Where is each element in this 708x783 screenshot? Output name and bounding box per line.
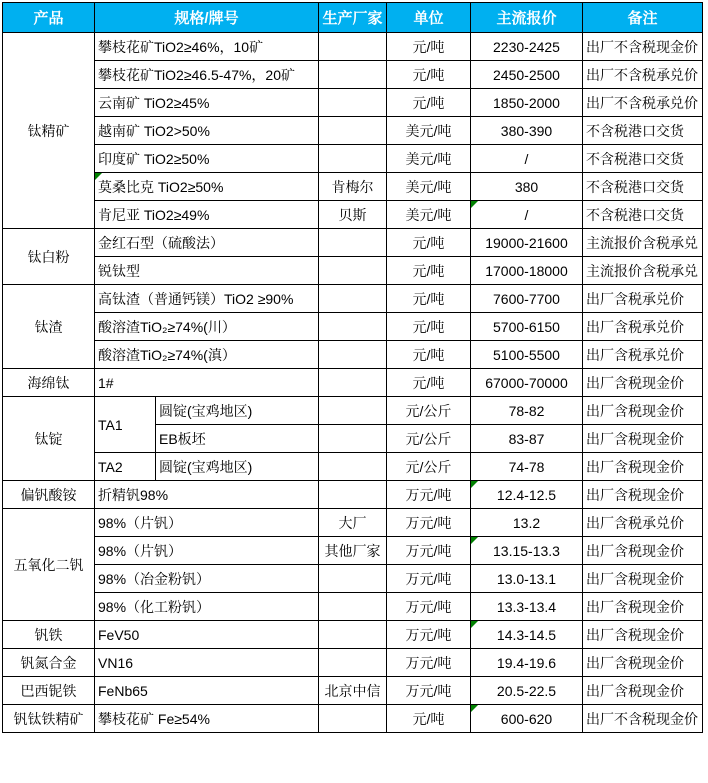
cell-maker[interactable]: 大厂 (319, 509, 387, 537)
cell-price[interactable]: 5700-6150 (471, 313, 583, 341)
cell-spec[interactable]: 98%（化工粉钒） (95, 593, 319, 621)
cell-note[interactable]: 出厂含税承兑价 (583, 313, 703, 341)
cell-spec[interactable]: 98%（冶金粉钒） (95, 565, 319, 593)
table-row (3, 257, 703, 285)
cell-note[interactable]: 出厂不含税现金价 (583, 705, 703, 733)
cell-product[interactable]: 钛精矿 (3, 33, 95, 229)
cell-unit[interactable]: 元/吨 (387, 705, 471, 733)
cell-unit[interactable]: 元/吨 (387, 369, 471, 397)
cell-price[interactable]: 20.5-22.5 (471, 677, 583, 705)
cell-maker[interactable] (319, 705, 387, 733)
cell-price[interactable]: 5100-5500 (471, 341, 583, 369)
cell-maker[interactable]: 北京中信 (319, 677, 387, 705)
table-row (3, 677, 703, 705)
cell-product[interactable]: 钒氮合金 (3, 649, 95, 677)
cell-unit[interactable]: 万元/吨 (387, 537, 471, 565)
cell-price[interactable]: 2450-2500 (471, 61, 583, 89)
cell-spec[interactable]: FeV50 (95, 621, 319, 649)
cell-unit[interactable]: 万元/吨 (387, 649, 471, 677)
cell-unit[interactable]: 元/公斤 (387, 453, 471, 481)
table-row (3, 621, 703, 649)
cell-note[interactable]: 出厂含税现金价 (583, 593, 703, 621)
cell-unit[interactable]: 元/吨 (387, 341, 471, 369)
cell-unit[interactable]: 元/吨 (387, 313, 471, 341)
cell-maker[interactable] (319, 481, 387, 509)
cell-note[interactable]: 出厂不含税承兑价 (583, 89, 703, 117)
cell-unit[interactable]: 万元/吨 (387, 509, 471, 537)
cell-spec[interactable]: 98%（片钒） (95, 509, 319, 537)
table-row (3, 285, 703, 313)
cell-price[interactable]: / (471, 145, 583, 173)
cell-note[interactable]: 出厂含税现金价 (583, 677, 703, 705)
cell-price[interactable]: 380-390 (471, 117, 583, 145)
table-row (3, 33, 703, 61)
cell-maker[interactable] (319, 33, 387, 61)
header-note[interactable]: 备注 (583, 3, 703, 33)
price-table (2, 2, 703, 733)
cell-maker[interactable] (319, 593, 387, 621)
cell-note[interactable]: 出厂含税现金价 (583, 537, 703, 565)
cell-note[interactable]: 出厂含税承兑价 (583, 285, 703, 313)
table-row (3, 369, 703, 397)
cell-maker[interactable] (319, 285, 387, 313)
cell-specb[interactable]: 圆锭(宝鸡地区) (156, 453, 319, 481)
cell-price[interactable]: 13.0-13.1 (471, 565, 583, 593)
cell-note[interactable]: 主流报价含税承兑 (583, 229, 703, 257)
cell-price-flagged[interactable]: / (471, 201, 583, 229)
cell-price[interactable]: 17000-18000 (471, 257, 583, 285)
cell-specb[interactable]: 圆锭(宝鸡地区) (156, 397, 319, 425)
cell-note[interactable]: 出厂不含税现金价 (583, 33, 703, 61)
cell-maker[interactable]: 贝斯 (319, 201, 387, 229)
cell-spec[interactable]: 高钛渣（普通钙镁）TiO2 ≥90% (95, 285, 319, 313)
cell-note[interactable]: 不含税港口交货 (583, 173, 703, 201)
table-row (3, 537, 703, 565)
cell-note[interactable]: 出厂含税现金价 (583, 621, 703, 649)
table-row (3, 201, 703, 229)
cell-product[interactable]: 五氧化二钒 (3, 509, 95, 621)
cell-unit[interactable]: 万元/吨 (387, 677, 471, 705)
cell-unit[interactable]: 美元/吨 (387, 201, 471, 229)
cell-note[interactable]: 出厂含税现金价 (583, 481, 703, 509)
cell-spec[interactable]: 越南矿 TiO2>50% (95, 117, 319, 145)
price-table-body (3, 33, 703, 733)
table-row (3, 509, 703, 537)
cell-maker[interactable] (319, 145, 387, 173)
table-row (3, 565, 703, 593)
table-row (3, 341, 703, 369)
cell-maker[interactable] (319, 425, 387, 453)
cell-maker[interactable]: 其他厂家 (319, 537, 387, 565)
cell-maker[interactable] (319, 89, 387, 117)
table-row (3, 229, 703, 257)
cell-price[interactable]: 7600-7700 (471, 285, 583, 313)
cell-spec[interactable]: 酸溶渣TiO₂≥74%(川） (95, 313, 319, 341)
cell-spec[interactable]: 酸溶渣TiO₂≥74%(滇） (95, 341, 319, 369)
table-row (3, 313, 703, 341)
cell-spec[interactable]: 印度矿 TiO2≥50% (95, 145, 319, 173)
cell-price[interactable]: 13.3-13.4 (471, 593, 583, 621)
cell-unit[interactable]: 万元/吨 (387, 565, 471, 593)
cell-spec[interactable]: 攀枝花矿 Fe≥54% (95, 705, 319, 733)
cell-product[interactable]: 巴西铌铁 (3, 677, 95, 705)
table-row (3, 61, 703, 89)
cell-product[interactable]: 钒铁 (3, 621, 95, 649)
cell-unit[interactable]: 美元/吨 (387, 117, 471, 145)
cell-spec[interactable]: 肯尼亚 TiO2≥49% (95, 201, 319, 229)
cell-maker[interactable] (319, 61, 387, 89)
header-spec[interactable]: 规格/牌号 (95, 3, 319, 33)
cell-unit[interactable]: 元/吨 (387, 33, 471, 61)
cell-maker[interactable] (319, 565, 387, 593)
cell-price[interactable]: 380 (471, 173, 583, 201)
table-row (3, 593, 703, 621)
cell-price[interactable]: 19.4-19.6 (471, 649, 583, 677)
cell-price-flagged[interactable]: 600-620 (471, 705, 583, 733)
cell-price[interactable]: 78-82 (471, 397, 583, 425)
cell-spec[interactable]: 攀枝花矿TiO2≥46%，10矿 (95, 33, 319, 61)
cell-note[interactable]: 出厂不含税承兑价 (583, 61, 703, 89)
table-row (3, 481, 703, 509)
cell-price-flagged[interactable]: 12.4-12.5 (471, 481, 583, 509)
cell-maker[interactable] (319, 453, 387, 481)
header-price[interactable]: 主流报价 (471, 3, 583, 33)
cell-note[interactable]: 出厂含税现金价 (583, 397, 703, 425)
cell-product[interactable]: 钒钛铁精矿 (3, 705, 95, 733)
table-row (3, 145, 703, 173)
cell-maker[interactable] (319, 341, 387, 369)
cell-product[interactable]: 海绵钛 (3, 369, 95, 397)
cell-unit[interactable]: 元/吨 (387, 89, 471, 117)
cell-unit[interactable]: 万元/吨 (387, 621, 471, 649)
cell-speca[interactable]: TA2 (95, 453, 156, 481)
cell-note[interactable]: 出厂含税现金价 (583, 453, 703, 481)
cell-maker[interactable] (319, 369, 387, 397)
cell-price-flagged[interactable]: 14.3-14.5 (471, 621, 583, 649)
cell-maker[interactable] (319, 117, 387, 145)
cell-note[interactable]: 不含税港口交货 (583, 201, 703, 229)
cell-speca[interactable]: TA1 (95, 397, 156, 453)
cell-unit[interactable]: 元/吨 (387, 229, 471, 257)
cell-maker[interactable]: 肯梅尔 (319, 173, 387, 201)
cell-maker[interactable] (319, 649, 387, 677)
table-row (3, 397, 703, 425)
cell-price[interactable]: 1850-2000 (471, 89, 583, 117)
cell-maker[interactable] (319, 621, 387, 649)
cell-price[interactable]: 67000-70000 (471, 369, 583, 397)
cell-note[interactable]: 不含税港口交货 (583, 145, 703, 173)
table-row (3, 89, 703, 117)
cell-note[interactable]: 出厂含税现金价 (583, 369, 703, 397)
cell-spec[interactable]: 云南矿 TiO2≥45% (95, 89, 319, 117)
cell-maker[interactable] (319, 397, 387, 425)
cell-note[interactable]: 出厂含税现金价 (583, 425, 703, 453)
cell-spec[interactable]: 折精钒98% (95, 481, 319, 509)
cell-spec[interactable]: 攀枝花矿TiO2≥46.5-47%，20矿 (95, 61, 319, 89)
header-maker[interactable]: 生产厂家 (319, 3, 387, 33)
cell-product[interactable]: 偏钒酸铵 (3, 481, 95, 509)
cell-spec[interactable]: 锐钛型 (95, 257, 319, 285)
cell-note[interactable]: 出厂含税现金价 (583, 565, 703, 593)
cell-price[interactable]: 74-78 (471, 453, 583, 481)
cell-note[interactable]: 主流报价含税承兑 (583, 257, 703, 285)
cell-spec-flagged[interactable]: 莫桑比克 TiO2≥50% (95, 173, 319, 201)
cell-price[interactable]: 13.2 (471, 509, 583, 537)
cell-note[interactable]: 不含税港口交货 (583, 117, 703, 145)
cell-product[interactable]: 钛锭 (3, 397, 95, 481)
cell-note[interactable]: 出厂含税承兑价 (583, 341, 703, 369)
header-unit[interactable]: 单位 (387, 3, 471, 33)
table-row (3, 173, 703, 201)
cell-price[interactable]: 83-87 (471, 425, 583, 453)
cell-maker[interactable] (319, 313, 387, 341)
cell-unit[interactable]: 元/吨 (387, 61, 471, 89)
cell-unit[interactable]: 元/公斤 (387, 425, 471, 453)
cell-spec[interactable]: FeNb65 (95, 677, 319, 705)
cell-price[interactable]: 19000-21600 (471, 229, 583, 257)
header-row (3, 3, 703, 33)
table-row (3, 117, 703, 145)
cell-unit[interactable]: 美元/吨 (387, 145, 471, 173)
cell-unit[interactable]: 万元/吨 (387, 593, 471, 621)
table-row (3, 453, 703, 481)
cell-unit[interactable]: 元/吨 (387, 257, 471, 285)
cell-spec[interactable]: 金红石型（硫酸法） (95, 229, 319, 257)
cell-unit[interactable]: 元/吨 (387, 285, 471, 313)
cell-spec[interactable]: 1# (95, 369, 319, 397)
cell-spec[interactable]: 98%（片钒） (95, 537, 319, 565)
cell-specb[interactable]: EB板坯 (156, 425, 319, 453)
cell-spec[interactable]: VN16 (95, 649, 319, 677)
cell-note[interactable]: 出厂含税承兑价 (583, 509, 703, 537)
cell-maker[interactable] (319, 257, 387, 285)
cell-maker[interactable] (319, 229, 387, 257)
cell-product[interactable]: 钛渣 (3, 285, 95, 369)
cell-note[interactable]: 出厂含税现金价 (583, 649, 703, 677)
cell-price[interactable]: 2230-2425 (471, 33, 583, 61)
cell-unit[interactable]: 万元/吨 (387, 481, 471, 509)
cell-price-flagged[interactable]: 13.15-13.3 (471, 537, 583, 565)
table-row (3, 705, 703, 733)
cell-unit[interactable]: 美元/吨 (387, 173, 471, 201)
cell-unit[interactable]: 元/公斤 (387, 397, 471, 425)
header-product[interactable]: 产品 (3, 3, 95, 33)
cell-product[interactable]: 钛白粉 (3, 229, 95, 285)
table-row (3, 649, 703, 677)
